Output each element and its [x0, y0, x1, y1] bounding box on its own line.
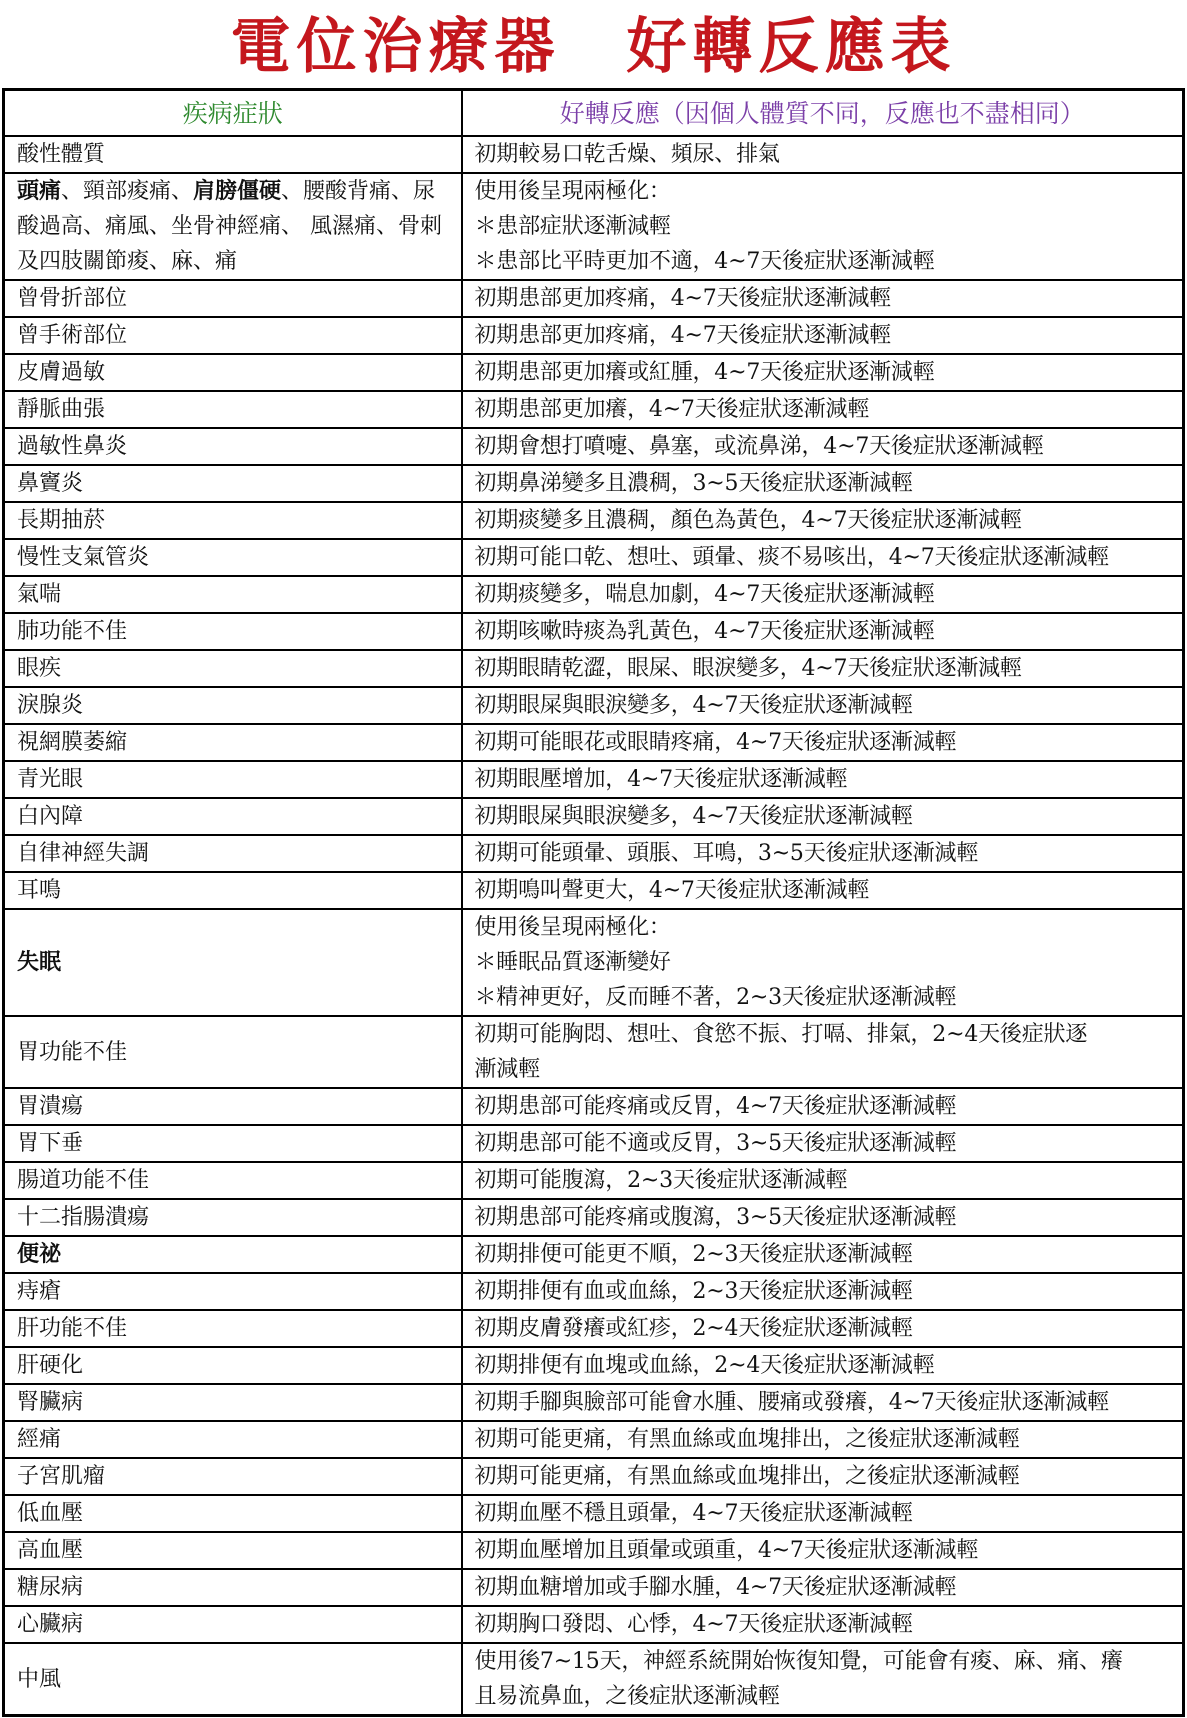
reaction-text: 初期血壓增加且頭暈或頭重，4~7天後症狀逐漸減輕: [474, 1538, 979, 1563]
reaction-text: 初期排便有血塊或血絲，2~4天後症狀逐漸減輕: [474, 1353, 935, 1378]
table-row: [4, 539, 1184, 576]
reaction-text: 初期可能眼花或眼睛疼痛，4~7天後症狀逐漸減輕: [474, 730, 957, 755]
symptom-cell: [4, 798, 462, 835]
reaction-line: ＊精神更好，反而睡不著，2~3天後症狀逐漸減輕: [474, 985, 957, 1010]
reaction-text: 初期患部可能疼痛或腹瀉，3~5天後症狀逐漸減輕: [474, 1205, 957, 1230]
reaction-line: 使用後呈現兩極化：: [474, 915, 671, 940]
symptom-cell: [4, 872, 462, 909]
reaction-cell: [462, 1421, 1184, 1458]
reaction-line: 使用後呈現兩極化：: [474, 179, 671, 204]
reaction-cell: [462, 1643, 1184, 1716]
reaction-text: 初期鳴叫聲更大，4~7天後症狀逐漸減輕: [474, 878, 870, 903]
table-row: [4, 872, 1184, 909]
table-row: [4, 1606, 1184, 1643]
symptom-text: 十二指腸潰瘍: [17, 1205, 150, 1230]
table-row: [4, 761, 1184, 798]
symptom-text: 視網膜萎縮: [17, 730, 128, 755]
table-header-row: [4, 90, 1184, 137]
reaction-text: 初期排便有血或血絲，2~3天後症狀逐漸減輕: [474, 1279, 913, 1304]
table-row: [4, 1532, 1184, 1569]
table-row: [4, 1016, 1184, 1088]
reaction-cell: [462, 798, 1184, 835]
symptom-text: 長期抽菸: [17, 508, 106, 533]
reaction-cell: [462, 909, 1184, 1016]
reaction-cell: [462, 1199, 1184, 1236]
symptom-cell: [4, 835, 462, 872]
table-row: [4, 909, 1184, 1016]
reaction-cell: [462, 428, 1184, 465]
symptom-cell: [4, 1273, 462, 1310]
table-row: [4, 465, 1184, 502]
reaction-line: ＊患部比平時更加不適，4~7天後症狀逐漸減輕: [474, 249, 935, 274]
reaction-cell: [462, 872, 1184, 909]
symptom-text: 鼻竇炎: [17, 471, 84, 496]
symptom-cell: [4, 687, 462, 724]
column-header-reaction: 好轉反應（因個人體質不同，反應也不盡相同）: [462, 90, 1184, 137]
symptom-cell: [4, 1421, 462, 1458]
reaction-cell: [462, 1088, 1184, 1125]
symptom-text: 青光眼: [17, 767, 84, 792]
symptom-cell: [4, 909, 462, 1016]
reaction-text: 初期胸口發悶、心悸，4~7天後症狀逐漸減輕: [474, 1612, 913, 1637]
symptom-text: 心臟病: [17, 1612, 84, 1637]
reaction-text: 初期患部更加疼痛，4~7天後症狀逐漸減輕: [474, 323, 891, 348]
reaction-cell: [462, 502, 1184, 539]
symptom-text: 肺功能不佳: [17, 619, 128, 644]
reaction-text: 初期排便可能更不順，2~3天後症狀逐漸減輕: [474, 1242, 913, 1267]
reaction-text: 初期可能口乾、想吐、頭暈、痰不易咳出，4~7天後症狀逐漸減輕: [474, 545, 1109, 570]
symptom-text: 耳鳴: [17, 878, 62, 903]
reaction-cell: [462, 391, 1184, 428]
reaction-cell: [462, 1606, 1184, 1643]
reaction-line: 漸減輕: [474, 1057, 540, 1082]
reaction-text: 初期鼻涕變多且濃稠，3~5天後症狀逐漸減輕: [474, 471, 913, 496]
symptom-cell: [4, 1458, 462, 1495]
table-row: [4, 1458, 1184, 1495]
table-row: [4, 1495, 1184, 1532]
symptom-cell: [4, 1532, 462, 1569]
symptom-cell: [4, 428, 462, 465]
symptom-cell: [4, 1199, 462, 1236]
symptom-cell: [4, 136, 462, 173]
reaction-text: 初期較易口乾舌燥、頻尿、排氣: [474, 142, 780, 167]
symptom-text: 皮膚過敏: [17, 360, 106, 385]
reaction-text: 初期患部可能不適或反胃，3~5天後症狀逐漸減輕: [474, 1131, 957, 1156]
reaction-text: 初期可能更痛，有黑血絲或血塊排出，之後症狀逐漸減輕: [474, 1427, 1020, 1452]
symptom-text: 酸性體質: [17, 142, 106, 167]
symptom-text: 經痛: [17, 1427, 62, 1452]
table-row: [4, 1310, 1184, 1347]
reaction-text: 初期患部可能疼痛或反胃，4~7天後症狀逐漸減輕: [474, 1094, 957, 1119]
symptom-text: 腎臟病: [17, 1390, 84, 1415]
symptom-text: 肝功能不佳: [17, 1316, 128, 1341]
symptom-text: 慢性支氣管炎: [17, 545, 150, 570]
symptom-text-part: 頭痛: [17, 178, 62, 204]
reaction-cell: [462, 1310, 1184, 1347]
reaction-text: 初期皮膚發癢或紅疹，2~4天後症狀逐漸減輕: [474, 1316, 913, 1341]
symptom-text: 自律神經失調: [17, 841, 150, 866]
reaction-text: 初期眼睛乾澀，眼屎、眼淚變多，4~7天後症狀逐漸減輕: [474, 656, 1022, 681]
reaction-cell: [462, 1125, 1184, 1162]
table-row: [4, 613, 1184, 650]
reaction-cell: [462, 1532, 1184, 1569]
symptom-cell: [4, 173, 462, 280]
symptom-text: 低血壓: [17, 1501, 84, 1526]
reaction-table: [2, 88, 1185, 1717]
symptom-text: 眼疾: [17, 656, 62, 681]
symptom-cell: [4, 1125, 462, 1162]
table-row: [4, 317, 1184, 354]
reaction-text: 初期痰變多，喘息加劇，4~7天後症狀逐漸減輕: [474, 582, 935, 607]
table-row: [4, 1643, 1184, 1716]
table-row: [4, 1236, 1184, 1273]
reaction-line: 初期可能胸悶、想吐、食慾不振、打嗝、排氣，2~4天後症狀逐: [474, 1022, 1088, 1047]
reaction-text: 初期可能腹瀉，2~3天後症狀逐漸減輕: [474, 1168, 848, 1193]
symptom-text-part: 肩膀僵硬: [193, 178, 282, 204]
reaction-text: 初期可能更痛，有黑血絲或血塊排出，之後症狀逐漸減輕: [474, 1464, 1020, 1489]
symptom-text: 淚腺炎: [17, 693, 84, 718]
reaction-text: 初期患部更加疼痛，4~7天後症狀逐漸減輕: [474, 286, 891, 311]
table-row: [4, 576, 1184, 613]
reaction-text: 初期可能頭暈、頭脹、耳鳴，3~5天後症狀逐漸減輕: [474, 841, 979, 866]
symptom-cell: [4, 354, 462, 391]
reaction-cell: [462, 576, 1184, 613]
reaction-cell: [462, 761, 1184, 798]
reaction-cell: [462, 136, 1184, 173]
symptom-cell: [4, 465, 462, 502]
reaction-cell: [462, 687, 1184, 724]
table-row: [4, 280, 1184, 317]
symptom-cell: [4, 1347, 462, 1384]
symptom-text: 高血壓: [17, 1538, 84, 1563]
reaction-text: 初期咳嗽時痰為乳黃色，4~7天後症狀逐漸減輕: [474, 619, 935, 644]
symptom-text: 氣喘: [17, 582, 62, 607]
symptom-text: 子宮肌瘤: [17, 1464, 106, 1489]
symptom-cell: [4, 1236, 462, 1273]
reaction-text: 初期眼屎與眼淚變多，4~7天後症狀逐漸減輕: [474, 693, 913, 718]
symptom-text: 中風: [17, 1666, 62, 1692]
symptom-text: 糖尿病: [17, 1575, 84, 1600]
reaction-cell: [462, 1458, 1184, 1495]
table-row: [4, 1384, 1184, 1421]
symptom-cell: [4, 317, 462, 354]
table-body: [4, 136, 1184, 1716]
reaction-cell: [462, 354, 1184, 391]
reaction-cell: [462, 1016, 1184, 1088]
reaction-cell: [462, 1384, 1184, 1421]
symptom-text: 便祕: [17, 1241, 62, 1267]
reaction-line: 且易流鼻血，之後症狀逐漸減輕: [474, 1684, 780, 1709]
table-row: [4, 1162, 1184, 1199]
reaction-cell: [462, 173, 1184, 280]
symptom-cell: [4, 1495, 462, 1532]
symptom-cell: [4, 1384, 462, 1421]
table-row: [4, 1125, 1184, 1162]
symptom-text: 腸道功能不佳: [17, 1168, 150, 1193]
table-row: [4, 724, 1184, 761]
symptom-cell: [4, 724, 462, 761]
table-row: [4, 136, 1184, 173]
reaction-text: 初期手腳與臉部可能會水腫、腰痛或發癢，4~7天後症狀逐漸減輕: [474, 1390, 1109, 1415]
table-row: [4, 1088, 1184, 1125]
reaction-text: 初期患部更加癢或紅腫，4~7天後症狀逐漸減輕: [474, 360, 935, 385]
page-title: 電位治療器 好轉反應表: [230, 12, 957, 82]
reaction-cell: [462, 465, 1184, 502]
symptom-cell: [4, 1016, 462, 1088]
reaction-cell: [462, 835, 1184, 872]
reaction-cell: [462, 317, 1184, 354]
table-row: [4, 391, 1184, 428]
symptom-cell: [4, 280, 462, 317]
reaction-line: ＊睡眠品質逐漸變好: [474, 950, 671, 975]
symptom-cell: [4, 1162, 462, 1199]
reaction-cell: [462, 280, 1184, 317]
symptom-text: 失眠: [17, 949, 62, 975]
table-row: [4, 687, 1184, 724]
symptom-text: 曾骨折部位: [17, 286, 128, 311]
reaction-cell: [462, 1273, 1184, 1310]
symptom-text: 靜脈曲張: [17, 397, 106, 422]
reaction-cell: [462, 613, 1184, 650]
reaction-cell: [462, 1162, 1184, 1199]
table-row: [4, 502, 1184, 539]
reaction-cell: [462, 539, 1184, 576]
symptom-text: 肝硬化: [17, 1353, 84, 1378]
reaction-text: 初期血糖增加或手腳水腫，4~7天後症狀逐漸減輕: [474, 1575, 957, 1600]
reaction-text: 初期血壓不穩且頭暈，4~7天後症狀逐漸減輕: [474, 1501, 913, 1526]
symptom-text-part: 、頸部痠痛、: [61, 179, 194, 204]
reaction-text: 初期眼壓增加，4~7天後症狀逐漸減輕: [474, 767, 848, 792]
table-row: [4, 428, 1184, 465]
column-header-symptom: 疾病症狀: [4, 90, 462, 137]
symptom-cell: [4, 1569, 462, 1606]
reaction-text: 初期痰變多且濃稠，顏色為黃色，4~7天後症狀逐漸減輕: [474, 508, 1022, 533]
reaction-cell: [462, 1236, 1184, 1273]
symptom-cell: [4, 502, 462, 539]
table-row: [4, 650, 1184, 687]
reaction-cell: [462, 650, 1184, 687]
symptom-text: 白內障: [17, 804, 84, 829]
symptom-text: 曾手術部位: [17, 323, 128, 348]
reaction-cell: [462, 1495, 1184, 1532]
symptom-text: 胃潰瘍: [17, 1094, 84, 1119]
table-row: [4, 1347, 1184, 1384]
reaction-cell: [462, 1347, 1184, 1384]
table-row: [4, 798, 1184, 835]
symptom-cell: [4, 1310, 462, 1347]
reaction-text: 初期會想打噴嚏、鼻塞，或流鼻涕，4~7天後症狀逐漸減輕: [474, 434, 1044, 459]
reaction-text: 初期眼屎與眼淚變多，4~7天後症狀逐漸減輕: [474, 804, 913, 829]
symptom-cell: [4, 1643, 462, 1716]
symptom-text: 痔瘡: [17, 1279, 62, 1304]
symptom-text-part: 、腰酸背痛、尿酸過高、痛風、坐骨神經痛、 風濕痛、骨刺及四肢關節痠、麻、痛: [17, 179, 442, 274]
symptom-cell: [4, 761, 462, 798]
table-row: [4, 1421, 1184, 1458]
table-row: [4, 1569, 1184, 1606]
symptom-cell: [4, 1606, 462, 1643]
table-row: [4, 835, 1184, 872]
symptom-cell: [4, 1088, 462, 1125]
symptom-cell: [4, 391, 462, 428]
reaction-line: 使用後7~15天，神經系統開始恢復知覺，可能會有痠、麻、痛、癢: [474, 1649, 1123, 1674]
reaction-line: ＊患部症狀逐漸減輕: [474, 214, 671, 239]
symptom-cell: [4, 613, 462, 650]
symptom-text: 胃下垂: [17, 1131, 84, 1156]
reaction-cell: [462, 724, 1184, 761]
table-row: [4, 173, 1184, 280]
symptom-text: 過敏性鼻炎: [17, 434, 128, 459]
symptom-cell: [4, 576, 462, 613]
table-row: [4, 1199, 1184, 1236]
symptom-text: 胃功能不佳: [17, 1039, 128, 1065]
reaction-text: 初期患部更加癢，4~7天後症狀逐漸減輕: [474, 397, 870, 422]
reaction-cell: [462, 1569, 1184, 1606]
symptom-cell: [4, 539, 462, 576]
table-row: [4, 1273, 1184, 1310]
symptom-cell: [4, 650, 462, 687]
table-row: [4, 354, 1184, 391]
